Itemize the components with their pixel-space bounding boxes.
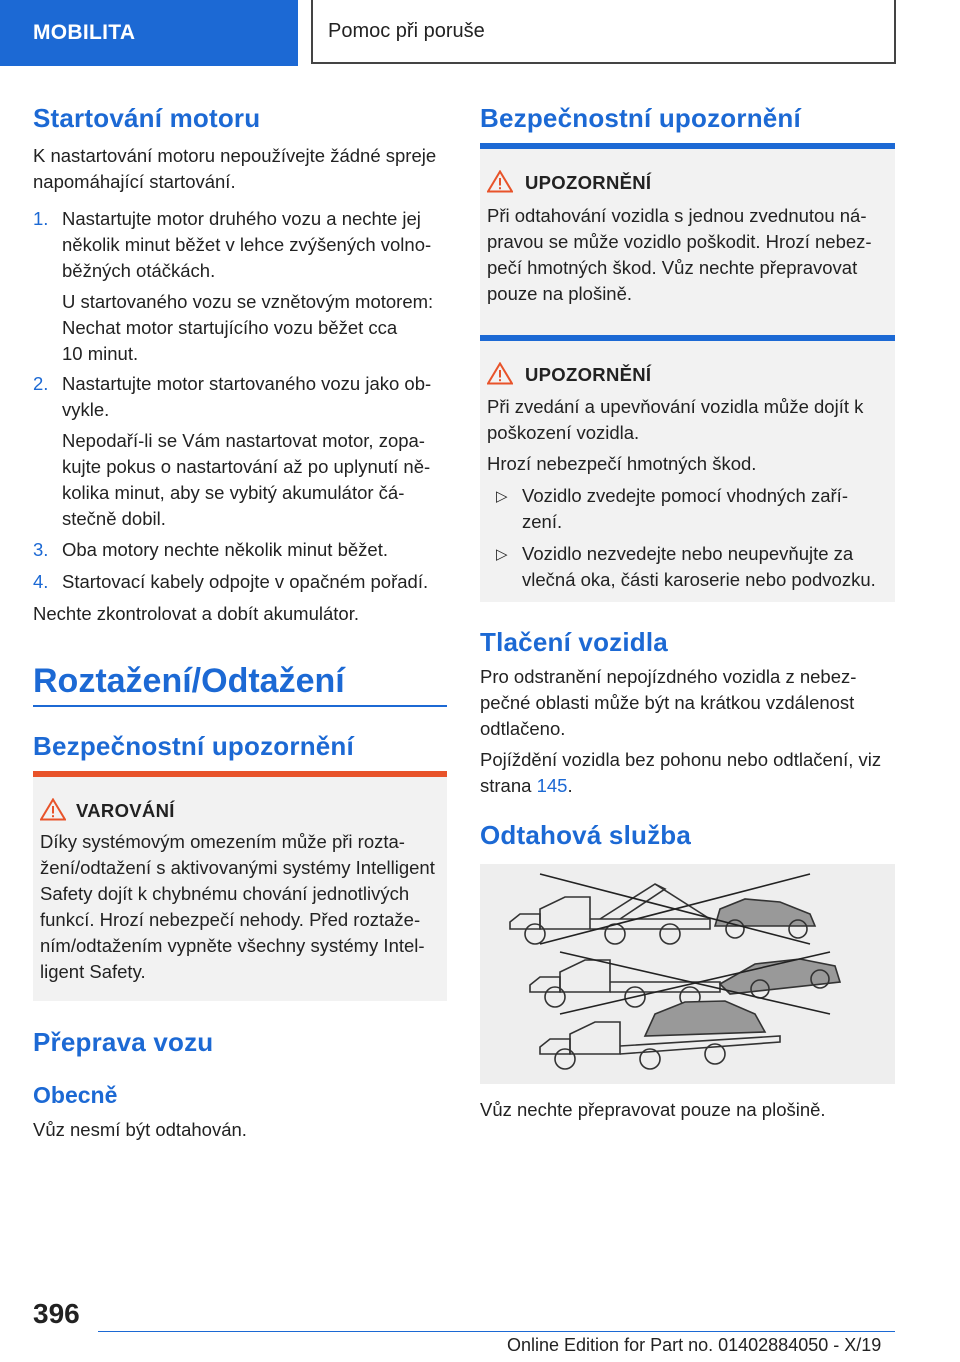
caution-line: pouze na plošině. [487, 283, 633, 304]
intro-line-2: napomáhající startování. [33, 171, 236, 192]
step-number: 2. [33, 373, 49, 394]
step-line: kolika minut, aby se vybitý akumulátor čá- [62, 482, 405, 503]
warning-title: VAROVÁNÍ [76, 800, 175, 821]
push-ref-line-2 [480, 773, 573, 799]
caution-triangle-icon [487, 362, 513, 385]
caution-title: UPOZORNĚNÍ [525, 172, 652, 193]
step-line: kujte pokus o nastartování až po uplynutí ně- [62, 456, 431, 477]
footer-rule [98, 1331, 895, 1332]
bullet-line: Vozidlo nezvedejte nebo neupevňujte za [522, 543, 854, 564]
step-number: 3. [33, 539, 49, 560]
edition-info: Online Edition for Part no. 01402884050 - X/19 [507, 1335, 882, 1355]
section-tab[interactable]: MOBILITA [0, 0, 298, 66]
warning-line: Díky systémovým omezením může při rozta- [40, 831, 405, 852]
heading-pushing: Tlačení vozidla [480, 627, 668, 657]
tow-trucks-image [480, 864, 895, 1084]
check-battery-text: Nechte zkontrolovat a dobít akumulátor. [33, 603, 359, 624]
warning-bar [33, 771, 447, 777]
ref-prefix: strana [480, 775, 532, 796]
heading-towing: Roztažení/Odtažení [33, 662, 345, 700]
bullet-triangle-icon: ▷ [496, 546, 508, 563]
intro-line-1: K nastartování motoru nepoužívejte žádné spreje [33, 145, 437, 166]
step-line: Nastartujte motor startovaného vozu jako ob- [62, 373, 432, 394]
towing-illustration [480, 864, 895, 1084]
step-line: Nepodaří-li se Vám nastartovat motor, zopa- [62, 430, 425, 451]
heading-tow-service: Odtahová služba [480, 820, 692, 850]
page-number: 396 [33, 1298, 80, 1329]
step-line: běžných otáčkách. [62, 260, 216, 281]
step-number: 4. [33, 571, 49, 592]
heading-general: Obecně [33, 1082, 118, 1108]
step-line: U startovaného vozu se vznětovým motorem: [62, 291, 434, 312]
chapter-title: Pomoc při poruše [311, 0, 896, 64]
step-line: vykle. [62, 399, 110, 420]
caution-line: Při odtahování vozidla s jednou zvednutou ná- [487, 205, 867, 226]
warning-line: ním/odtažením vypněte všechny systémy Intel- [40, 935, 425, 956]
push-line: pečné oblasti může být na krátkou vzdálenost [480, 692, 855, 713]
push-ref-line: Pojíždění vozidla bez pohonu nebo odtlačení, viz [480, 749, 882, 770]
caution-line: poškození vozidla. [487, 422, 640, 443]
caution-line: pravou se může vozidlo poškodit. Hrozí nebez- [487, 231, 872, 252]
caution-bar-top [480, 143, 895, 149]
step-line: 10 minut. [62, 343, 139, 364]
push-line: odtlačeno. [480, 718, 566, 739]
warning-line: Safety dojít k chybnému chování jednotlivých [40, 883, 410, 904]
heading-rule [33, 705, 447, 707]
step-line: Nechat motor startujícího vozu běžet cca [62, 317, 398, 338]
heading-safety-notes: Bezpečnostní upozornění [33, 731, 354, 761]
bullet-line: Vozidlo zvedejte pomocí vhodných zaří- [522, 485, 848, 506]
caution-line: Hrozí nebezpečí hmotných škod. [487, 453, 757, 474]
caution-line: pečí hmotných škod. Vůz nechte přepravovat [487, 257, 858, 278]
page-link[interactable]: 145 [536, 775, 568, 796]
step-line: stečně dobil. [62, 508, 166, 529]
illustration-caption: Vůz nechte přepravovat pouze na plošině. [480, 1099, 826, 1120]
step-line: Startovací kabely odpojte v opačném pořadí. [62, 571, 429, 592]
caution-line: Při zvedání a upevňování vozidla může dojít k [487, 396, 864, 417]
heading-transport: Přeprava vozu [33, 1027, 214, 1057]
heading-engine-start: Startování motoru [33, 103, 261, 133]
ref-suffix: . [567, 775, 573, 796]
caution-title-2: UPOZORNĚNÍ [525, 364, 652, 385]
warning-triangle-icon [40, 798, 66, 821]
caution-triangle-icon [487, 170, 513, 193]
bullet-line: zení. [522, 511, 563, 532]
page-header [0, 0, 960, 66]
warning-line: žení/odtažení s aktivovanými systémy Intelligent [40, 857, 435, 878]
step-line: Oba motory nechte několik minut běžet. [62, 539, 388, 560]
general-text: Vůz nesmí být odtahován. [33, 1119, 247, 1140]
heading-safety-notes-right: Bezpečnostní upozornění [480, 103, 801, 133]
step-number: 1. [33, 208, 49, 229]
bullet-line: vlečná oka, části karoserie nebo podvozku. [522, 569, 876, 590]
bullet-triangle-icon: ▷ [496, 488, 508, 505]
push-line: Pro odstranění nepojízdného vozidla z nebez- [480, 666, 857, 687]
step-line: několik minut běžet v lehce zvýšených volno- [62, 234, 432, 255]
warning-line: funkcí. Hrozí nebezpečí nehody. Před roztaže- [40, 909, 421, 930]
step-line: Nastartujte motor druhého vozu a nechte jej [62, 208, 421, 229]
warning-line: ligent Safety. [40, 961, 146, 982]
